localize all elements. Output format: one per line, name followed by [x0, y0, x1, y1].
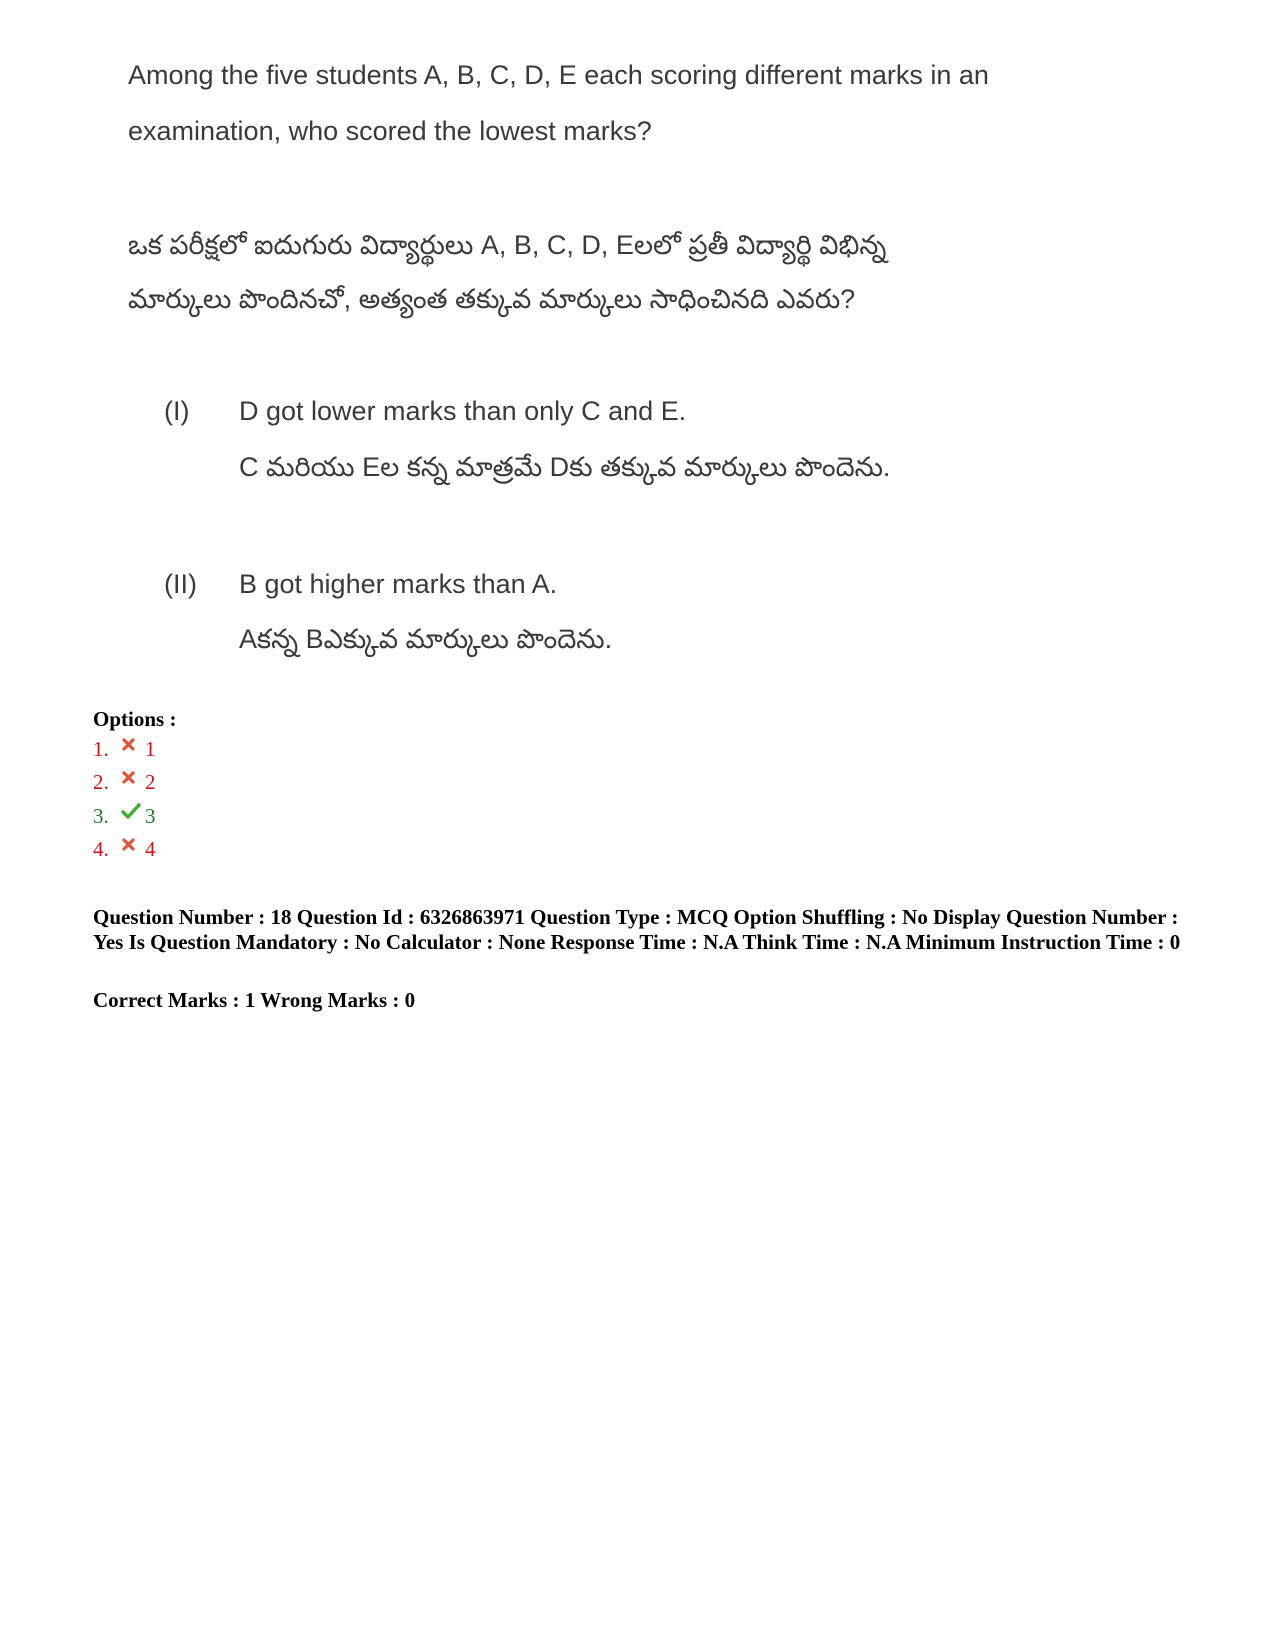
question-metadata: Question Number : 18 Question Id : 6326863971 Question Type : MCQ Option Shuffling : No Display Question Number : Yes Is Question Mandatory : No Calculator : None Response Time : N.A Think Time : N.A Minimum Instruction Time : 0 [93, 905, 1181, 954]
option-1 [93, 737, 156, 762]
option-number: 4. [93, 837, 109, 861]
question-telugu-line-1: ఒక పరీక్షలో ఐదుగురు విద్యార్థులు A, B, C, D, Eలలో ప్రతీ విద్యార్థి విభిన్న [128, 230, 887, 260]
option-value: 1 [145, 737, 156, 761]
statement-2-english: B got higher marks than A. [239, 569, 558, 599]
options-title: Options : [93, 707, 177, 731]
cross-icon [121, 770, 145, 785]
cross-icon [121, 837, 145, 852]
option-number: 2. [93, 770, 109, 794]
check-icon [121, 803, 145, 820]
question-english-line-2: examination, who scored the lowest marks? [128, 116, 652, 146]
question-telugu-line-2: మార్కులు పొందినచో, అత్యంత తక్కువ మార్కులు సాధించినది ఎవరు? [128, 284, 856, 314]
statement-1-telugu: C మరియు Eల కన్న మాత్రమే Dకు తక్కువ మార్కులు పొందెను. [239, 452, 891, 482]
option-number: 3. [93, 804, 109, 828]
option-value: 4 [145, 837, 156, 861]
statement-1-label: (I) [164, 396, 190, 426]
option-number: 1. [93, 737, 109, 761]
marks-info: Correct Marks : 1 Wrong Marks : 0 [93, 988, 416, 1012]
statement-2-label: (II) [164, 569, 197, 599]
option-value: 2 [145, 770, 156, 794]
question-english-line-1: Among the five students A, B, C, D, E each scoring different marks in an [128, 60, 989, 90]
option-4 [93, 837, 156, 862]
cross-icon [121, 737, 145, 752]
option-3 [93, 804, 156, 829]
statement-2-telugu: Aకన్న Bఎక్కువ మార్కులు పొందెను. [239, 624, 613, 654]
statement-1-english: D got lower marks than only C and E. [239, 396, 687, 426]
option-value: 3 [145, 804, 156, 828]
option-2 [93, 770, 156, 795]
